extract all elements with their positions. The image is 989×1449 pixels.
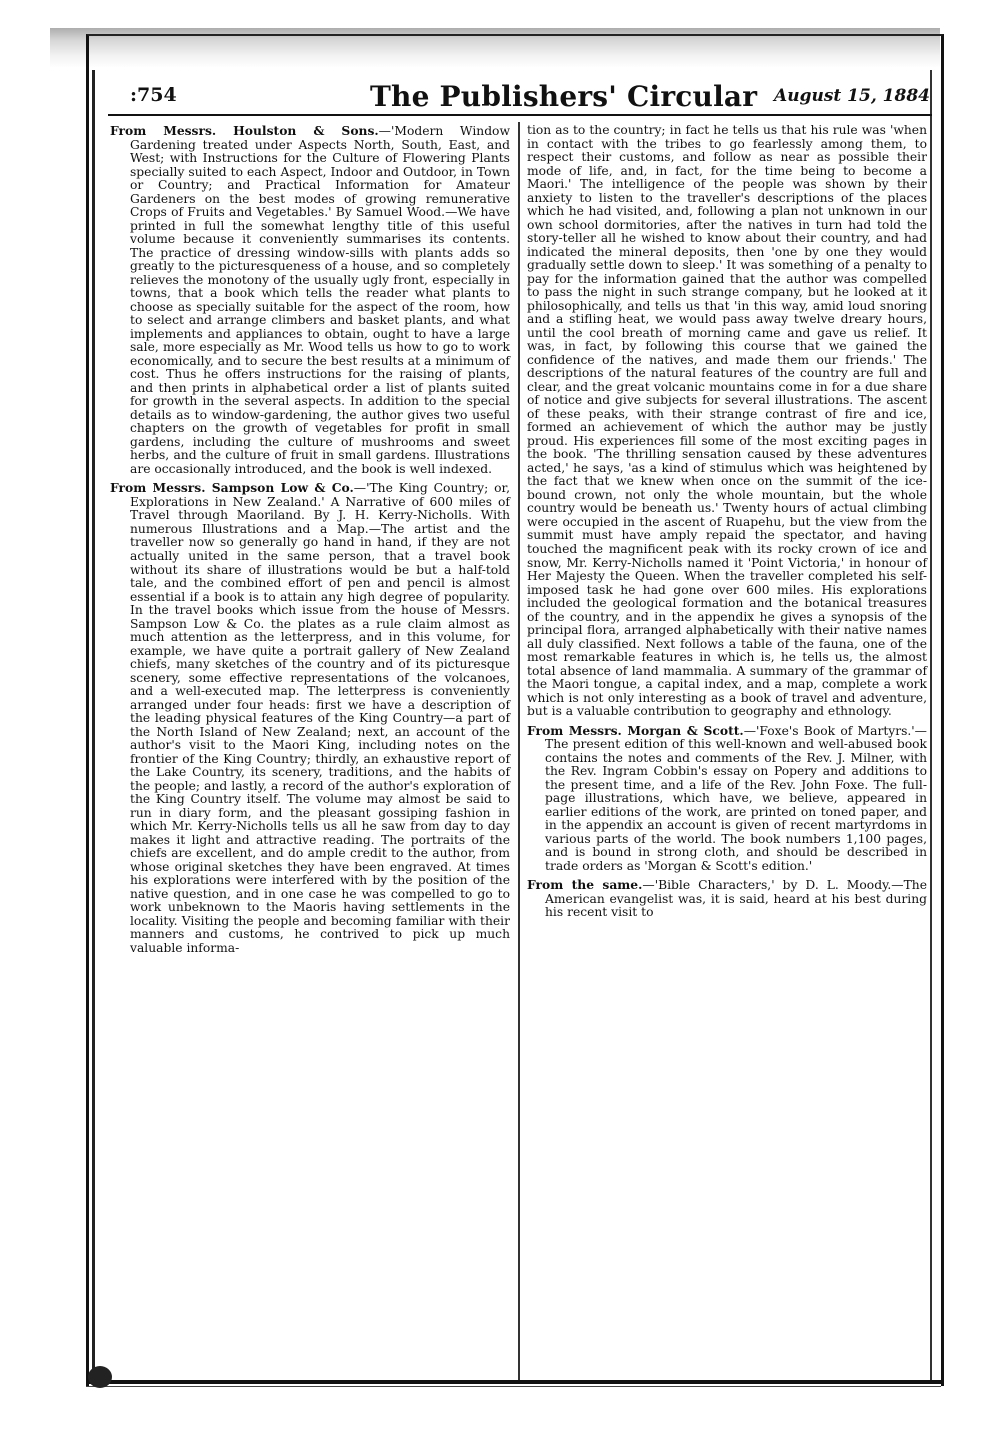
review-text: —'Bible Characters,' by D. L. Moody.—The American evangelist was, it is said, heard at his best during his recent visit to bbox=[545, 878, 927, 920]
publisher-heading: From the same. bbox=[527, 877, 643, 893]
bottom-rule-thin bbox=[86, 1386, 941, 1387]
publisher-heading: From Messrs. Morgan & Scott. bbox=[527, 722, 744, 738]
publisher-heading: From Messrs. Houlston & Sons. bbox=[110, 123, 379, 138]
review-text: —'The King Country; or, Explorations in New Zealand.' A Narrative of 600 miles of Travel through Maoriland. By J. H. Kerry-Nicholls. With numerous Illustrations and a Map.—The artist and the traveller now so generally go hand in hand, if they are not actually united in the same person, that a travel book without its share of illustrations would be but a half-told tale, and the combined effort of pen and pencil is almost essential if a book is to attain any high degree of popularity. In the travel books which issue from the house of Messrs. Sampson Low & Co. the plates as a rule claim almost as much attention as the letterpress, and in this volume, for example, we have quite a portrait gallery of New Zealand chiefs, many sketches of the country and of its picturesque scenery, some effective representations of the volcanoes, and a well-executed map. The letterpress is conveniently arranged under four heads: first we have a description of the leading physical features of the King Country—a part of the North Island of New Zealand; next, an account of the author's visit to the Maori King, including notes on the frontier of the King Country; thirdly, an exhaustive report of the Lake Country, its scenery, traditions, and the habits of the people; and lastly, a record of the author's exploration of the King Country itself. The volume may almost be said to run in diary form, and the pleasant gossiping fashion in which Mr. Kerry-Nicholls tells us all he saw from day to day makes it light and attractive reading. The portraits of the chiefs are excellent, and do ample credit to the author, from whose original sketches they have been engraved. At times his explorations were interfered with by the position of the native question, and in one case he was compelled to go to work unbeknown to the Maoris having settlements in the locality. Visiting the people and becoming familiar with their manners and customs, he contrived to pick up much valuable informa- bbox=[130, 481, 510, 955]
header-rule bbox=[108, 114, 932, 116]
issue-date: August 15, 1884 bbox=[774, 86, 930, 106]
review-text: —'Modern Window Gardening treated under Aspects North, South, East, and West; with Instructions for the Culture of Flowering Plants specially suited to each Aspect, Indoor and Outdoor, in Town or Country; and Practical Information for Amateur Gardeners on the best modes of growing remunerative Crops of Fruits and Vegetables.' By Samuel Wood.—We have printed in full the somewhat lengthy title of this useful volume because it conveniently summarises its contents. The practice of dressing window-sills with plants adds so greatly to the picturesqueness of a house, and so completely relieves the monotony of the usually ugly front, especially in towns, that a book which tells the reader what plants to choose as specially suitable for the aspect of the room, how to select and arrange climbers and basket plants, and what implements and appliances to obtain, ought to have a large sale, more especially as Mr. Wood tells us how to go to work economically, and to secure the best results at a minimum of cost. Thus he offers instructions for the raising of plants, and then prints in alphabetical order a list of plants suited for growth in the several aspects. In addition to the special details as to window-gardening, the author gives two useful chapters on the growth of vegetables for profit in small gardens, including the culture of mushrooms and sweet herbs, and the culture of fruit in small gardens. Illustrations are occasionally introduced, and the book is well indexed. bbox=[130, 124, 510, 476]
review-entry-morgan-scott bbox=[527, 724, 927, 874]
running-title: The Publishers' Circular bbox=[370, 80, 758, 113]
left-column bbox=[110, 124, 510, 1379]
frame-inner-rule-right bbox=[930, 70, 932, 1382]
page-header bbox=[130, 80, 930, 114]
ink-blot bbox=[88, 1366, 112, 1388]
review-entry-sampson-low bbox=[110, 481, 510, 955]
bottom-rule bbox=[86, 1380, 941, 1384]
review-continuation: tion as to the country; in fact he tells us that his rule was 'when in contact with the tribes to go fearlessly among them, to respect their customs, and follow as near as possible their mode of life, and, in fact, for the time being to become a Maori.' The intelligence of the people was shown by their anxiety to listen to the traveller's descriptions of the places which he had visited, and, following a plan not unknown in our own school dormitories, after the natives in turn had told the story-teller all he wished to know about their country, and had indicated the mineral deposits, then 'one by one they would gradually settle down to sleep.' It was something of a penalty to pay for the information gained that the author was compelled to pass the night in such strange company, but he looked at it philosophically, and tells us that 'in this way, amid loud snoring and a stifling heat, we would pass away twelve dreary hours, until the cool breath of morning came and gave us relief. It was, in fact, by following this course that we gained the confidence of the natives, and made them our friends.' The descriptions of the natural features of the country are full and clear, and the great volcanic mountains come in for a due share of notice and give subjects for several illustrations. The ascent of these peaks, with their strange contrast of fire and ice, formed an achievement of which the author may be justly proud. His experiences fill some of the most exciting pages in the book. 'The thrilling sensation caused by these adventures acted,' he says, 'as a kind of stimulus which was heightened by the fact that we knew when once on the summit of the ice-bound crown, not only the whole mountain, but the whole country would be beneath us.' Twenty hours of actual climbing were occupied in the ascent of Ruapehu, but the view from the summit must have amply repaid the spectator, and having touched the magnificent peak with its rocky crown of ice and snow, Mr. Kerry-Nicholls named it 'Point Victoria,' in honour of Her Majesty the Queen. When the traveller completed his self-imposed task he had gone over 600 miles. His explorations included the geological formation and the botanical treasures of the country, and in the appendix he gives a synopsis of the principal flora, arranged alphabetically with their native names all duly classified. Next follows a table of the fauna, one of the most remarkable features in which is, he tells us, the almost total absence of land mammalia. A summary of the grammar of the Maori tongue, a capital index, and a map, complete a work which is not only interesting as a book of travel and adventure, but is a valuable contribution to geography and ethnology. bbox=[527, 123, 927, 719]
right-column bbox=[527, 124, 927, 1379]
publisher-heading: From Messrs. Sampson Low & Co. bbox=[110, 480, 354, 496]
column-divider bbox=[518, 122, 520, 1380]
review-entry-same bbox=[527, 878, 927, 920]
review-text: —'Foxe's Book of Martyrs.'—The present edition of this well-known and well-abused book contains the notes and comments of the Rev. J. Milner, with the Rev. Ingram Cobbin's essay on Popery and additions to the present time, and a life of the Rev. John Foxe. The full-page illustrations, which have, we believe, appeared in earlier editions of the work, are printed on toned paper, and in the appendix an account is given of recent martyrdoms in various parts of the world. The book numbers 1,100 pages, and is bound in strong cloth, and should be described in trade orders as 'Morgan & Scott's edition.' bbox=[545, 723, 927, 873]
review-entry-houlston bbox=[110, 124, 510, 476]
page-number: :754 bbox=[130, 84, 177, 106]
frame-inner-rule-left bbox=[92, 70, 95, 1382]
